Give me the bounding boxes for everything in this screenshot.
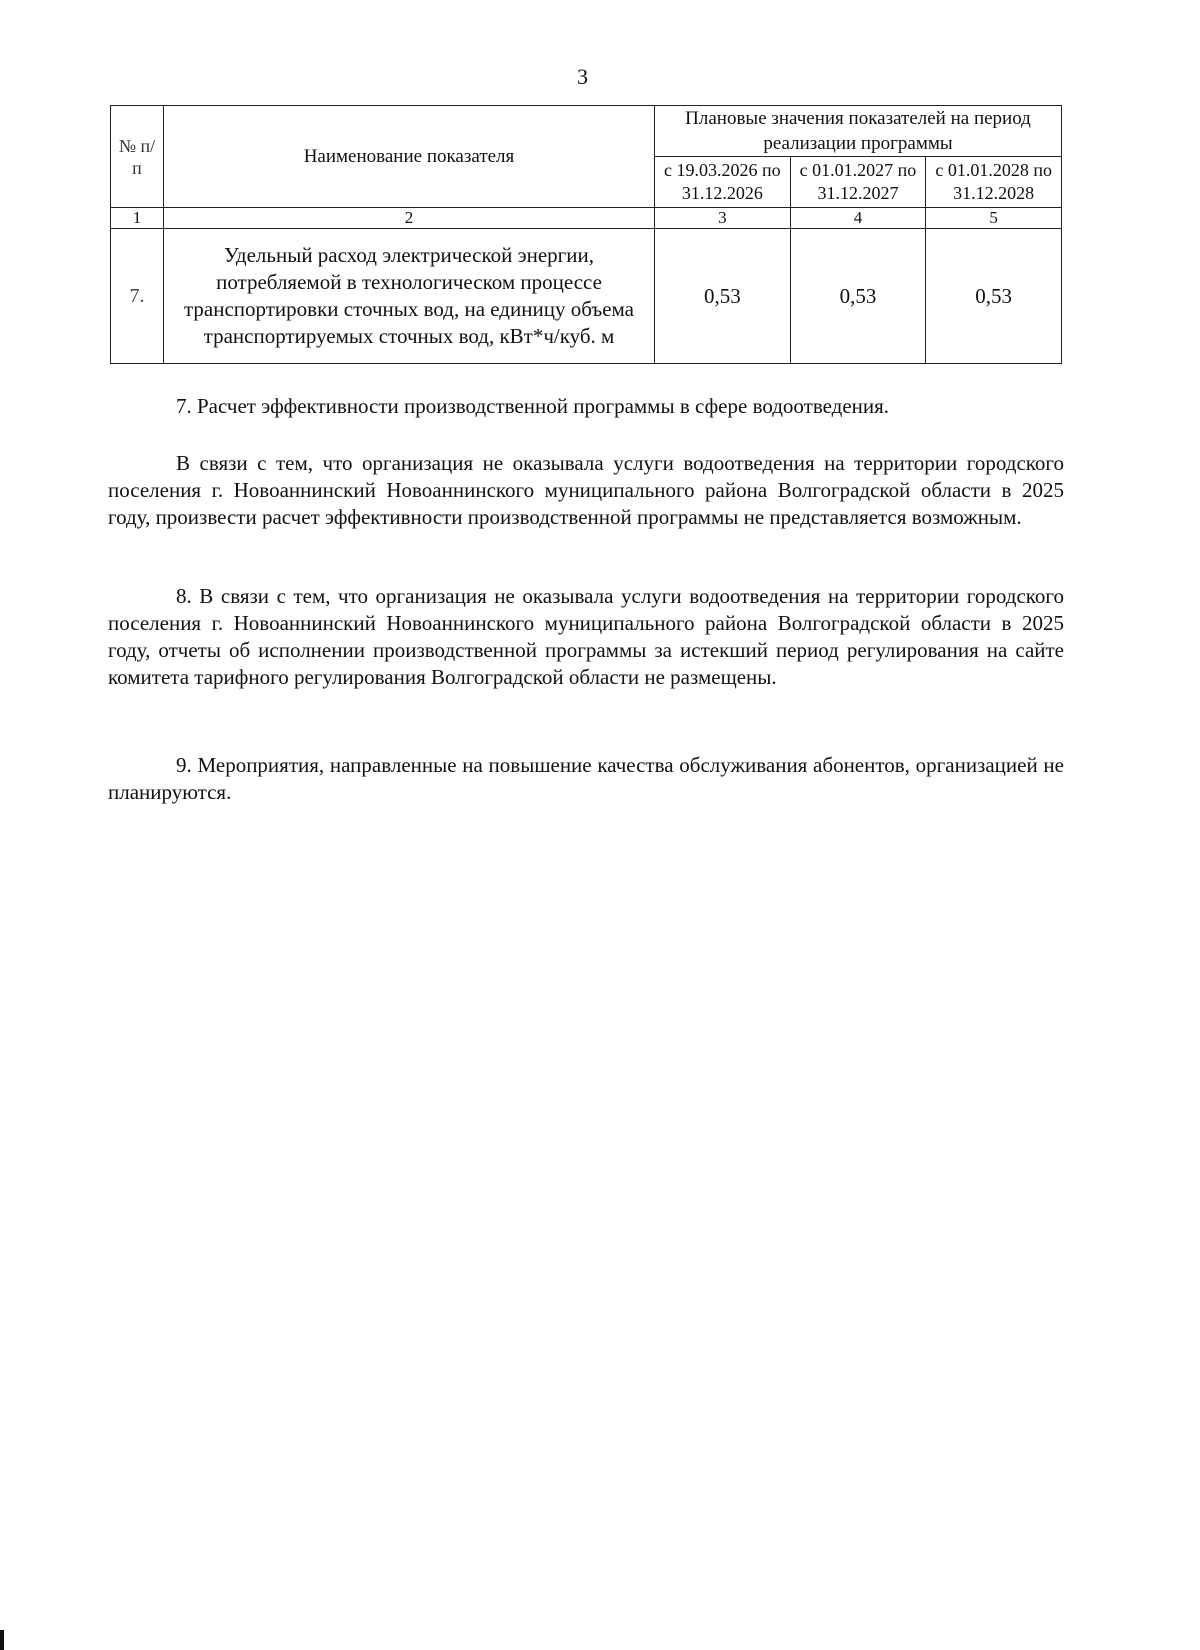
column-number: 1 xyxy=(111,208,164,229)
column-number: 4 xyxy=(790,208,926,229)
row-number: 7. xyxy=(111,229,164,364)
row-value-2027: 0,53 xyxy=(790,229,926,364)
column-number: 3 xyxy=(655,208,791,229)
section-7-body: В связи с тем, что организация не оказывала услуги водоотведения на территории городского поселения г. Новоаннинский Новоаннинского муниципального района Волгоградской области в 2025 году, произвести расчет эффективности производственной программы не представляется возможным. xyxy=(108,451,1064,529)
header-planned-values: Плановые значения показателей на период реализации программы xyxy=(655,106,1062,157)
column-number: 2 xyxy=(164,208,655,229)
scan-margin-mark xyxy=(0,1630,4,1650)
column-numbers-row xyxy=(111,208,1062,229)
page-number: 3 xyxy=(577,64,588,89)
table-row xyxy=(111,229,1062,364)
section-7-heading: 7. Расчет эффективности производственной программы в сфере водоотведения. xyxy=(176,394,890,418)
header-number: № п/п xyxy=(111,106,164,208)
column-number: 5 xyxy=(926,208,1062,229)
table-header-row xyxy=(111,106,1062,157)
header-period-2026: с 19.03.2026 по 31.12.2026 xyxy=(655,157,791,208)
indicators-table xyxy=(110,105,1062,364)
row-value-2026: 0,53 xyxy=(655,229,791,364)
section-8-paragraph: 8. В связи с тем, что организация не оказывала услуги водоотведения на территории городского поселения г. Новоаннинский Новоаннинского муниципального района Волгоградской области в 2025 году, отчеты об исполнении производственной программы за истекший период регулирования на сайте комитета тарифного регулирования Волгоградской области не размещены. xyxy=(108,584,1064,689)
header-period-2027: с 01.01.2027 по 31.12.2027 xyxy=(790,157,926,208)
section-9-paragraph: 9. Мероприятия, направленные на повышение качества обслуживания абонентов, организацией не планируются. xyxy=(108,753,1064,804)
row-value-2028: 0,53 xyxy=(926,229,1062,364)
row-indicator-name: Удельный расход электрической энергии, потребляемой в технологическом процессе транспортировки сточных вод, на единицу объема транспортируемых сточных вод, кВт*ч/куб. м xyxy=(164,229,655,364)
header-period-2028: с 01.01.2028 по 31.12.2028 xyxy=(926,157,1062,208)
header-indicator-name: Наименование показателя xyxy=(164,106,655,208)
